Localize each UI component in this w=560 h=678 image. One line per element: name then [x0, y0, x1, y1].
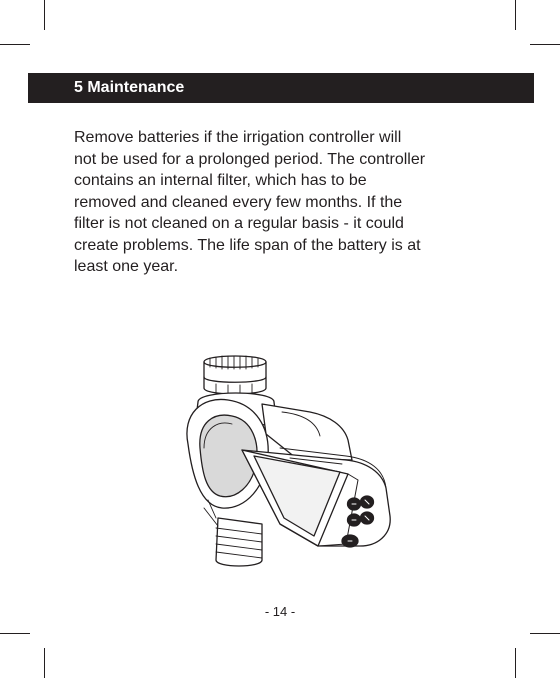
paragraph-line: not be used for a prolonged period. The controller	[74, 150, 426, 168]
paragraph-line: filter is not cleaned on a regular basis - it could	[74, 215, 404, 232]
crop-mark-top-left-horizontal	[0, 44, 30, 45]
paragraph-line: removed and cleaned every few months. If the	[74, 193, 403, 211]
paragraph-line: contains an internal filter, which has to be	[74, 172, 367, 189]
irrigation-controller-drawing	[170, 348, 395, 570]
crop-mark-top-left-vertical	[44, 0, 45, 30]
crop-mark-bottom-left-vertical	[44, 648, 45, 678]
crop-mark-top-right-horizontal	[530, 44, 560, 45]
irrigation-controller-illustration	[170, 348, 395, 570]
crop-mark-bottom-left-horizontal	[0, 633, 30, 634]
page-number: - 14 -	[264, 604, 296, 619]
top-coupling-nut	[204, 356, 266, 395]
paragraph-line: Remove batteries if the irrigation controller will	[74, 129, 402, 146]
maintenance-paragraph	[74, 127, 494, 278]
paragraph-line: create problems. The life span of the battery is at	[74, 236, 421, 254]
section-header-bar	[28, 73, 534, 103]
crop-mark-bottom-right-vertical	[515, 648, 516, 678]
crop-mark-top-right-vertical	[515, 0, 516, 30]
bottom-outlet-thread	[204, 500, 262, 566]
paragraph-line: least one year.	[74, 258, 179, 275]
section-title: 5 Maintenance	[74, 79, 185, 96]
crop-mark-bottom-right-horizontal	[530, 633, 560, 634]
